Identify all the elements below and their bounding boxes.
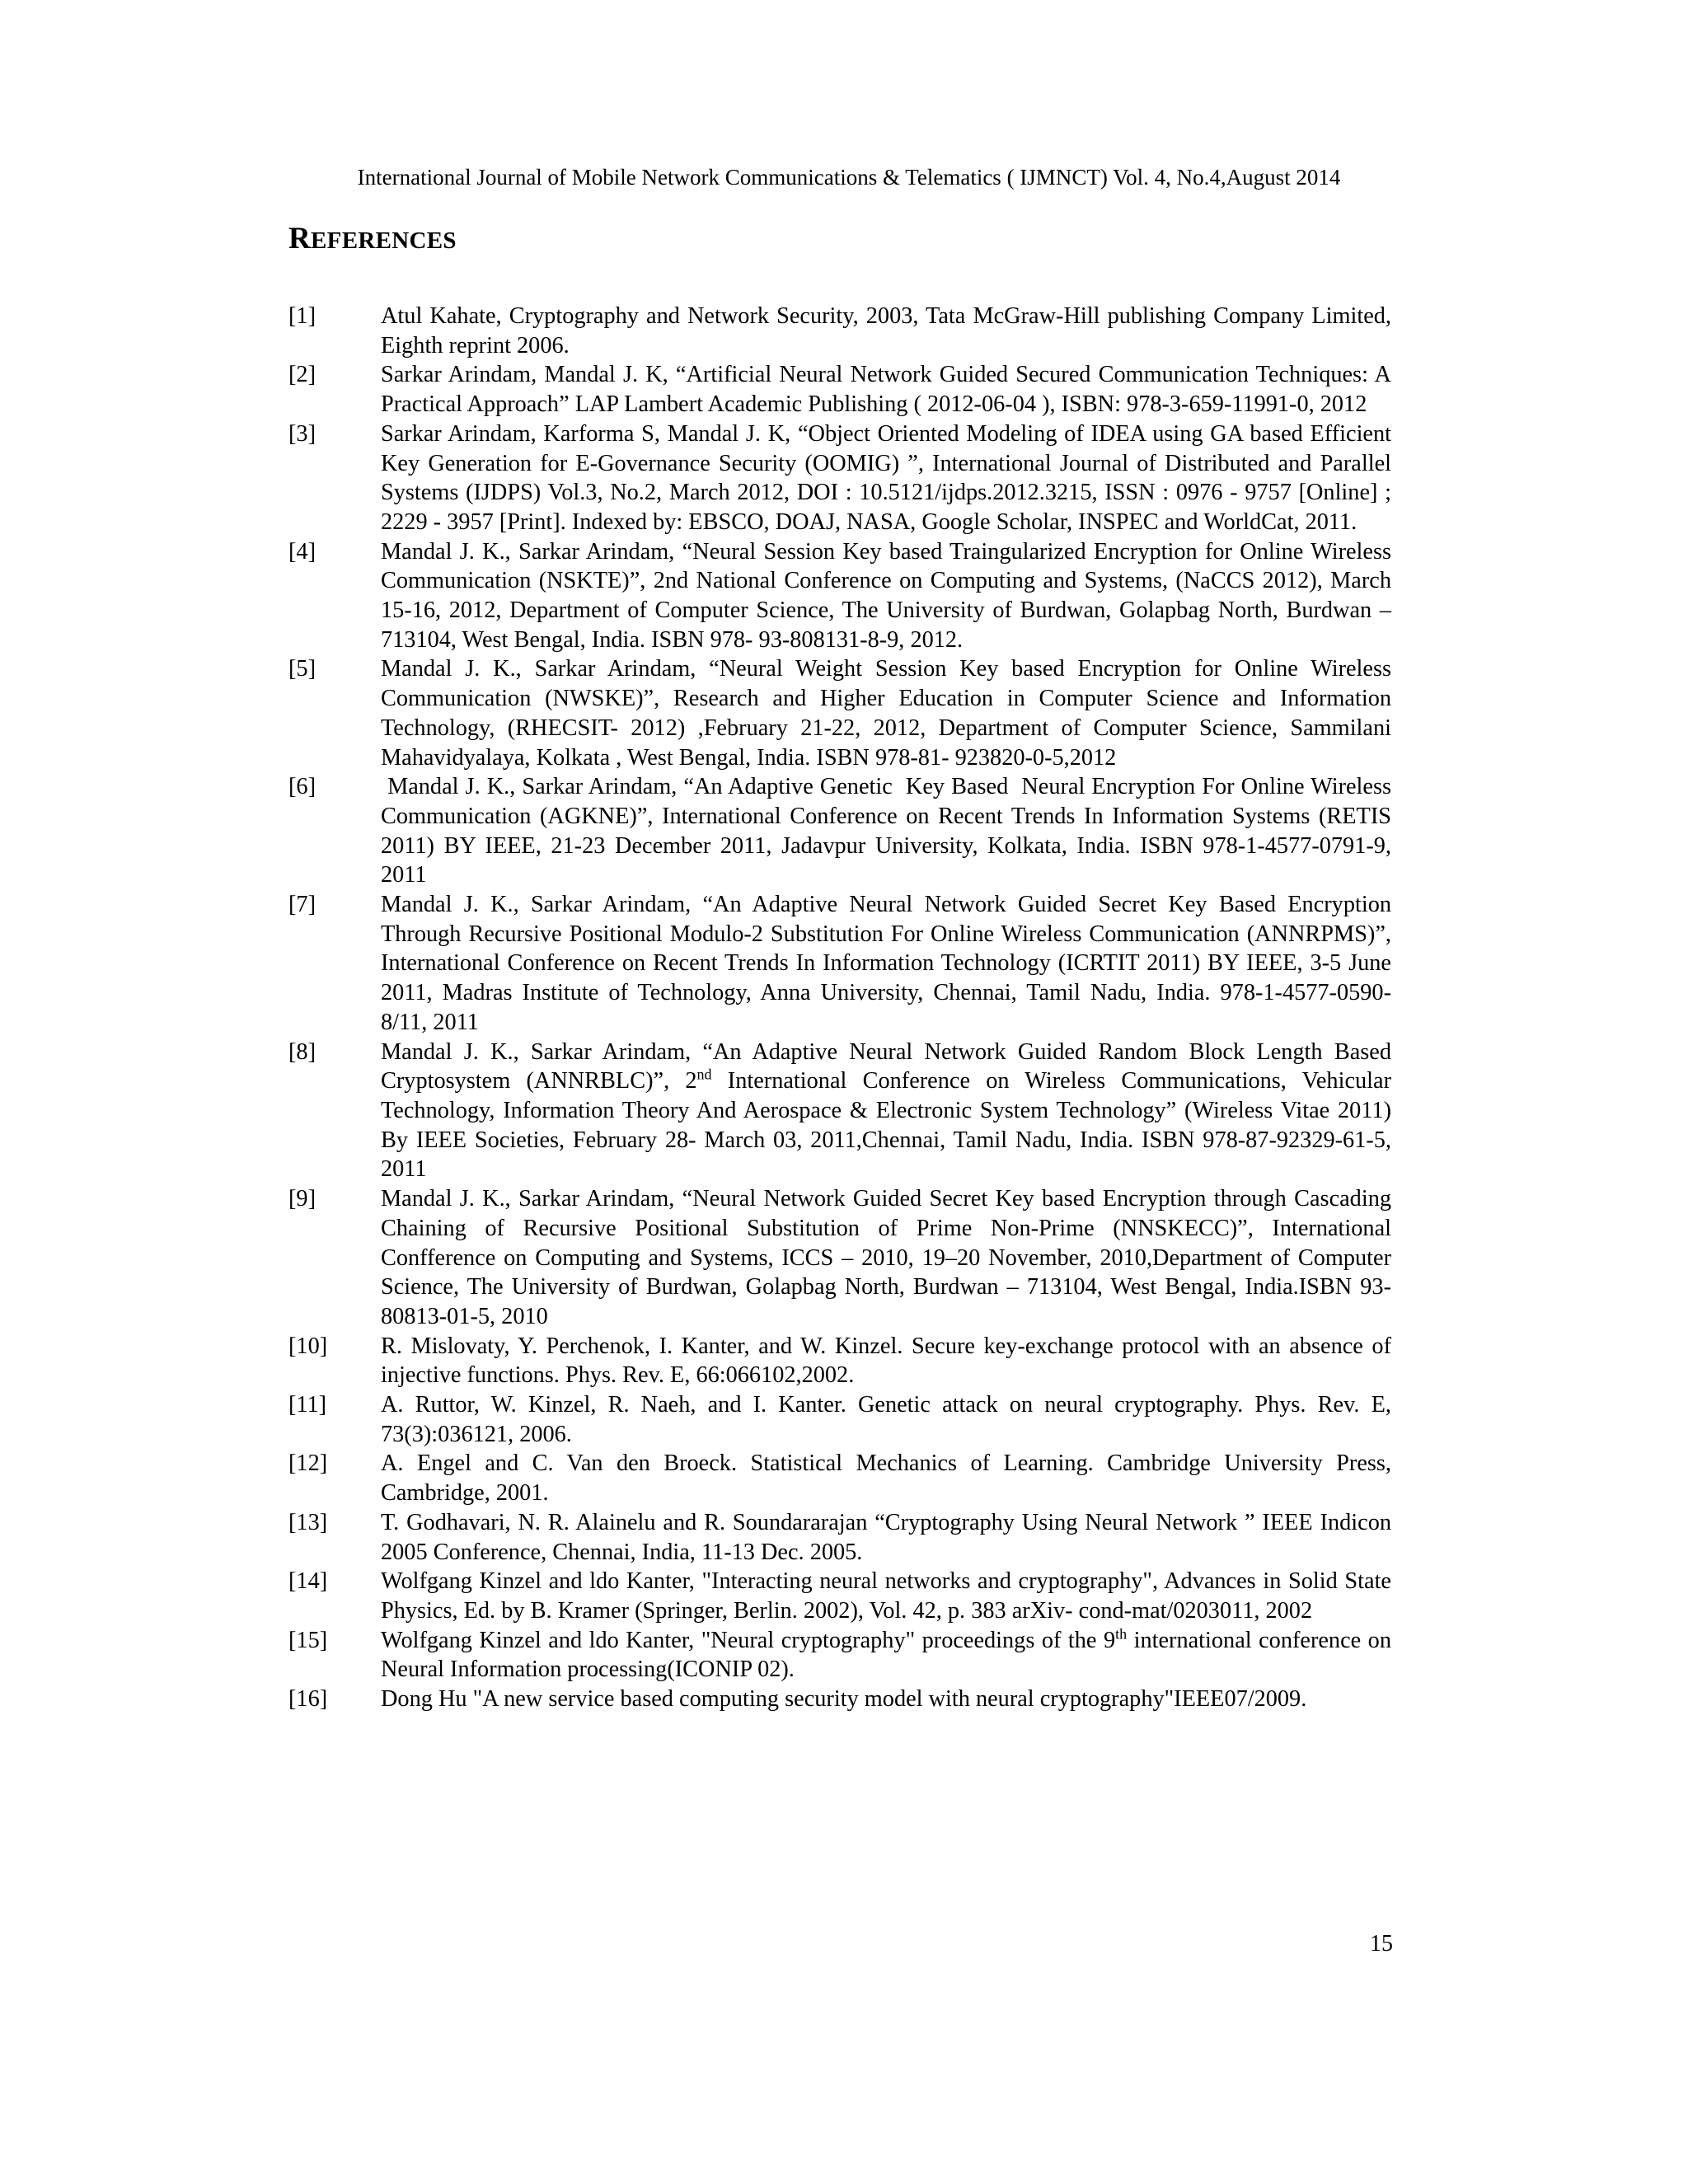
reference-item <box>288 1626 1391 1685</box>
reference-list <box>288 302 1398 1714</box>
reference-text-part: international conference on Neural Information processing(ICONIP 02). <box>381 1627 1391 1683</box>
reference-number: [12] <box>288 1451 328 1477</box>
heading-rest: EFERENCES <box>311 227 457 254</box>
reference-item <box>288 360 1391 419</box>
reference-text: Sarkar Arindam, Karforma S, Mandal J. K, “Object Oriented Modeling of IDEA using GA based Efficient Key Generation for E-Governance Security (OOMIG) ”, International Journal of Distributed and Parallel Systems (IJDPS) Vol.3, No.2, March 2012, DOI : 10.5121/ijdps.2012.3215, ISSN : 0976 - 9757 [Online] ; 2229 - 3957 [Print]. Indexed by: EBSCO, DOAJ, NASA, Google Scholar, INSPEC and WorldCat, 2011. <box>381 420 1391 535</box>
running-header: International Journal of Mobile Network Communications & Telematics ( IJMNCT) Vol. 4, No.4,August 2014 <box>357 165 1341 190</box>
reference-text <box>381 1038 1391 1185</box>
reference-item <box>288 772 1398 890</box>
reference-number: [5] <box>288 656 316 682</box>
reference-item <box>288 1390 1391 1449</box>
reference-item <box>288 1685 1391 1714</box>
reference-item <box>288 1038 1391 1185</box>
reference-number: [11] <box>288 1392 327 1418</box>
reference-text: Sarkar Arindam, Mandal J. K, “Artificial Neural Network Guided Secured Communication Techniques: A Practical Approach” LAP Lambert Academic Publishing ( 2012-06-04 ), ISBN: 978-3-659-11991-0, 2012 <box>381 362 1391 418</box>
heading-initial: R <box>288 222 312 255</box>
reference-number: [3] <box>288 420 316 447</box>
reference-item <box>288 302 1391 360</box>
reference-item <box>288 890 1391 1038</box>
ordinal-superscript: nd <box>696 1066 712 1083</box>
reference-item <box>288 1449 1391 1507</box>
reference-item <box>288 1508 1391 1567</box>
reference-number: [14] <box>288 1568 328 1595</box>
reference-item <box>288 1567 1391 1625</box>
reference-text: Mandal J. K., Sarkar Arindam, “Neural Session Key based Traingularized Encryption for Online Wireless Communication (NSKTE)”, 2nd National Conference on Computing and Systems, (NaCCS 2012), March 15-16, 2012, Department of Computer Science, The University of Burdwan, Golapbag North, Burdwan –713104, West Bengal, India. ISBN 978- 93-808131-8-9, 2012. <box>381 538 1391 653</box>
reference-text: R. Mislovaty, Y. Perchenok, I. Kanter, and W. Kinzel. Secure key-exchange protocol with an absence of injective functions. Phys. Rev. E, 66:066102,2002. <box>381 1333 1391 1389</box>
reference-text: Mandal J. K., Sarkar Arindam, “An Adaptive Neural Network Guided Secret Key Based Encryption Through Recursive Positional Modulo-2 Substitution For Online Wireless Communication (ANNRPMS)”, International Conference on Recent Trends In Information Technology (ICRTIT 2011) BY IEEE, 3-5 June 2011, Madras Institute of Technology, Anna University, Chennai, Tamil Nadu, India. 978-1-4577-0590-8/11, 2011 <box>381 892 1391 1035</box>
reference-number: [6] <box>288 774 316 800</box>
page-number: 15 <box>1370 1931 1393 1957</box>
reference-number: [10] <box>288 1333 328 1359</box>
reference-text-part: Wolfgang Kinzel and ldo Kanter, "Neural cryptography" proceedings of the 9 <box>381 1627 1116 1653</box>
ordinal-superscript: th <box>1115 1625 1128 1643</box>
reference-number: [7] <box>288 892 316 918</box>
section-heading-references <box>288 221 457 259</box>
reference-number: [16] <box>288 1686 328 1713</box>
reference-number: [15] <box>288 1627 328 1653</box>
reference-number: [9] <box>288 1186 316 1212</box>
reference-text: Atul Kahate, Cryptography and Network Security, 2003, Tata McGraw-Hill publishing Company Limited, Eighth reprint 2006. <box>381 303 1391 359</box>
reference-number: [1] <box>288 303 316 329</box>
reference-item <box>288 1184 1391 1332</box>
reference-number: [13] <box>288 1509 328 1535</box>
reference-item <box>288 419 1391 537</box>
reference-text: T. Godhavari, N. R. Alainelu and R. Soundararajan “Cryptography Using Neural Network ” IEEE Indicon 2005 Conference, Chennai, India, 11-13 Dec. 2005. <box>381 1509 1391 1565</box>
reference-item <box>288 537 1391 655</box>
reference-text: Dong Hu "A new service based computing security model with neural cryptography"IEEE07/2009. <box>381 1686 1307 1713</box>
reference-text: Mandal J. K., Sarkar Arindam, “Neural Network Guided Secret Key based Encryption through Cascading Chaining of Recursive Positional Substitution of Prime Non-Prime (NNSKECC)”, International Confference on Computing and Systems, ICCS – 2010, 19–20 November, 2010,Department of Computer Science, The University of Burdwan, Golapbag North, Burdwan – 713104, West Bengal, India.ISBN 93-80813-01-5, 2010 <box>381 1186 1391 1329</box>
reference-text: A. Engel and C. Van den Broeck. Statistical Mechanics of Learning. Cambridge University Press, Cambridge, 2001. <box>381 1451 1391 1507</box>
reference-item <box>288 654 1391 772</box>
reference-text: Mandal J. K., Sarkar Arindam, “Neural Weight Session Key based Encryption for Online Wireless Communication (NWSKE)”, Research and Higher Education in Computer Science and Information Technology, (RHECSIT- 2012) ,February 21-22, 2012, Department of Computer Science, Sammilani Mahavidyalaya, Kolkata , West Bengal, India. ISBN 978-81- 923820-0-5,2012 <box>381 656 1391 771</box>
reference-number: [2] <box>288 362 316 388</box>
reference-number: [4] <box>288 538 316 565</box>
reference-text-part: Mandal J. K., Sarkar Arindam, “An Adaptive Neural Network Guided Random Block Length Based Cryptosystem (ANNRBLC)”, 2 <box>381 1038 1391 1094</box>
reference-text-part: International Conference on Wireless Communications, Vehicular Technology, Information Theory And Aerospace & Electronic System Technology” (Wireless Vitae 2011) By IEEE Societies, February 28- March 03, 2011,Chennai, Tamil Nadu, India. ISBN 978-87-92329-61-5, 2011 <box>381 1068 1391 1183</box>
reference-text: A. Ruttor, W. Kinzel, R. Naeh, and I. Kanter. Genetic attack on neural cryptography. Phys. Rev. E, 73(3):036121, 2006. <box>381 1392 1391 1447</box>
reference-text <box>381 1626 1391 1685</box>
reference-number: [8] <box>288 1038 316 1065</box>
reference-text: Mandal J. K., Sarkar Arindam, “An Adaptive Genetic Key Based Neural Encryption For Online Wireless Communication (AGKNE)”, International Conference on Recent Trends In Information Systems (RETIS 2011) BY IEEE, 21-23 December 2011, Jadavpur University, Kolkata, India. ISBN 978-1-4577-0791-9, 2011 <box>381 774 1398 888</box>
reference-item <box>288 1332 1391 1390</box>
reference-text: Wolfgang Kinzel and ldo Kanter, "Interacting neural networks and cryptography", Advances in Solid State Physics, Ed. by B. Kramer (Springer, Berlin. 2002), Vol. 42, p. 383 arXiv- cond-mat/0203011, 2002 <box>381 1568 1391 1624</box>
